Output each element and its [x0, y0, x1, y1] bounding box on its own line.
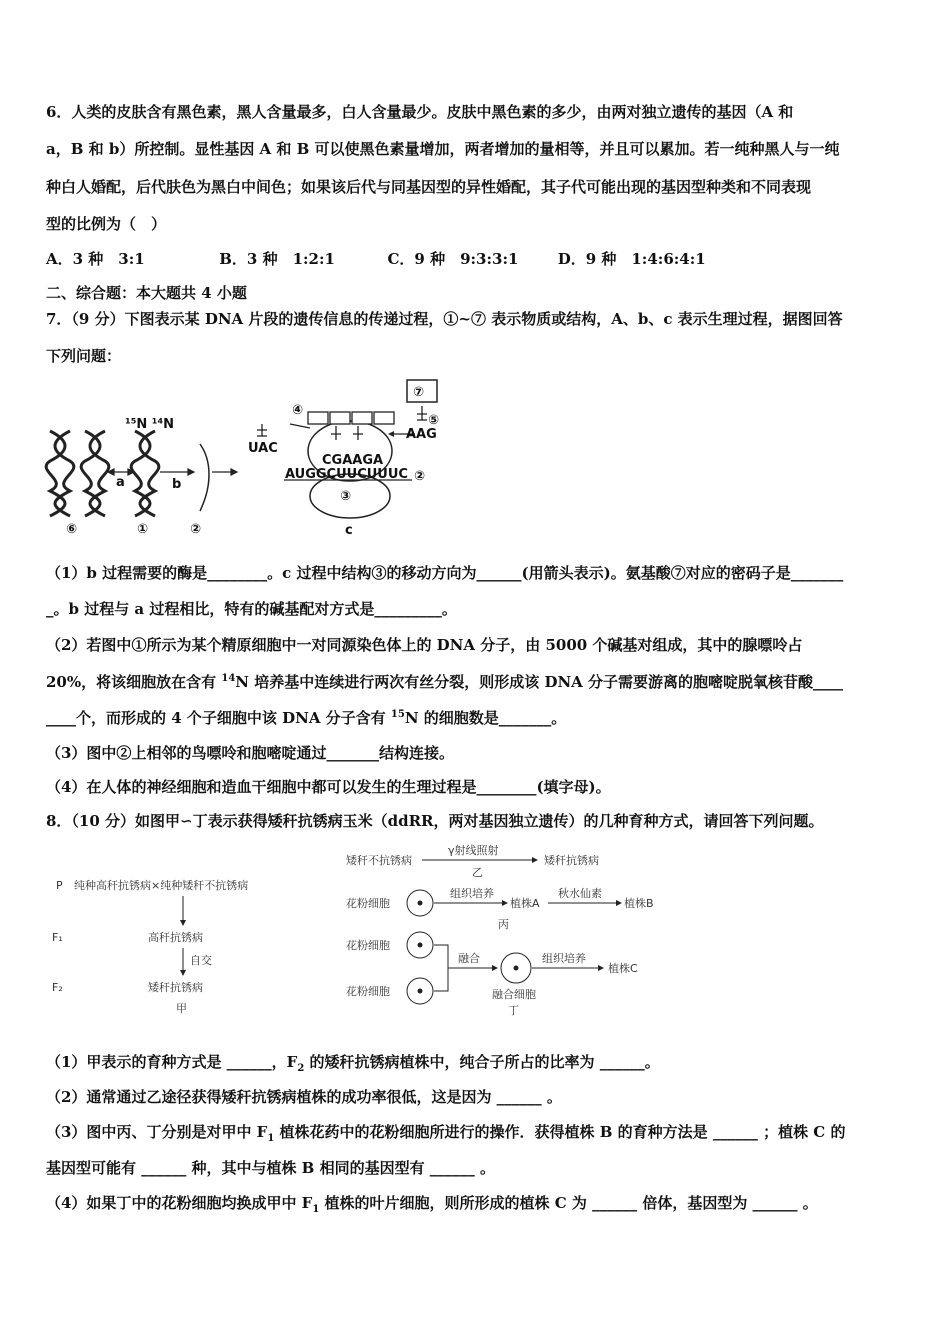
marker-3: ③: [340, 489, 352, 504]
q6-line-4: 型的比例为（ ）: [46, 215, 167, 233]
label-jia: 甲: [176, 1002, 187, 1015]
marker-1: ①: [137, 522, 149, 537]
q6-line-3: 种白人婚配，后代肤色为黑白中间色；如果该后代与同基因型的异性婚配，其子代可能出现的基因型种类和不同表现: [46, 178, 812, 196]
q7-part-2b-post: N 培养基中连续进行两次有丝分裂，则形成该 DNA 分子需要游离的胞嘧啶脱氧核苷酸____: [235, 673, 844, 691]
p-label: P: [56, 879, 63, 892]
q8-part-4-post: 植株的叶片细胞，则所形成的植株 C 为 ______ 倍体，基因型为 ______ 。: [319, 1194, 818, 1212]
q7-part-2c-sup: 15: [390, 709, 405, 720]
choice-b[interactable]: B．3 种 1:2:1: [219, 250, 335, 268]
q6-line-2: a，B 和 b）所控制。显性基因 A 和 B 可以使黑色素量增加，两者增加的量相等，并且可以累加。若一纯种黑人与一纯: [46, 140, 840, 158]
selfing-label: 自交: [190, 954, 212, 967]
anticodon-uac: UAC: [248, 441, 278, 456]
anticodon-cgaaga: CGAAGA: [322, 453, 384, 468]
choice-a[interactable]: A．3 种 3:1: [46, 250, 145, 268]
pollen-nucleus-3: [418, 989, 423, 994]
q8-part-3a: [46, 1122, 845, 1142]
plant-c: 植株C: [608, 962, 638, 975]
marker-6: ⑥: [66, 522, 78, 537]
arrow-f1-f2-head: [180, 970, 186, 976]
dna-helix-1: [131, 431, 159, 516]
choice-d[interactable]: D．9 种 1:4:6:4:1: [557, 250, 706, 268]
arrow-b: [160, 469, 194, 475]
q7-part-1b: _。b 过程与 a 过程相比，特有的碱基配对方式是_________。: [46, 600, 457, 618]
marker-2-right: ②: [414, 469, 426, 484]
f1-text: 高秆抗锈病: [148, 931, 203, 944]
plant-a: 植株A: [510, 897, 540, 910]
q7-part-2a: （2）若图中①所示为某个精原细胞中一对同源染色体上的 DNA 分子，由 5000 个碱基对组成，其中的腺嘌呤占: [46, 636, 803, 654]
q8-part-3a-sub: 1: [267, 1133, 275, 1144]
fused-nucleus: [514, 966, 519, 971]
q7-part-3: （3）图中②上相邻的鸟嘌呤和胞嘧啶通过_______结构连接。: [46, 744, 454, 762]
q6-line-1: 6．人类的皮肤含有黑色素，黑人含量最多，白人含量最少。皮肤中黑色素的多少，由两对独立遗传的基因（A 和: [46, 103, 794, 121]
dna-transfer-figure: [40, 376, 440, 541]
marker-2: ②: [190, 522, 202, 537]
pollen-2: 花粉细胞: [346, 939, 390, 952]
q8-part-1-sub: 2: [297, 1063, 305, 1074]
label-yi: 乙: [472, 866, 483, 879]
gamma-label: γ射线照射: [448, 844, 499, 857]
arrow-to-ribosome: [212, 469, 237, 475]
arrow-culture-2-head: [598, 965, 604, 971]
colchicine: 秋水仙素: [558, 887, 602, 900]
pollen-nucleus-2: [418, 943, 423, 948]
q8-part-3b: 基因型可能有 ______ 种，其中与植株 B 相同的基因型有 ______ 。: [46, 1159, 496, 1177]
fused-label: 融合细胞: [492, 988, 536, 1001]
q8-part-1-post: 的矮秆抗锈病植株中，纯合子所占的比率为 ______。: [304, 1053, 660, 1071]
yi-start: 矮秆不抗锈病: [346, 854, 412, 867]
q8-part-3a-post: 植株花药中的花粉细胞所进行的操作．获得植株 B 的育种方法是 ______ ；植株 C 的: [274, 1123, 846, 1141]
q6-choices: [46, 249, 706, 269]
arrow-p-f1-head: [180, 920, 186, 926]
marker-5: ⑤: [428, 413, 440, 428]
q7-part-2b: [46, 672, 843, 692]
q7-part-1a: （1）b 过程需要的酶是________。c 过程中结构③的移动方向为______(用箭头表示)。氨基酸⑦对应的密码子是_______: [46, 564, 844, 582]
q7-part-2c: [46, 708, 566, 728]
f2-text: 矮秆抗锈病: [148, 981, 203, 994]
mrna-strand: [200, 444, 209, 511]
breeding-figure: [48, 840, 688, 1020]
q7-part-2c-pre: ____个，而形成的 4 个子细胞中该 DNA 分子含有: [46, 709, 391, 727]
q7-part-4: （4）在人体的神经细胞和造血干细胞中都可以发生的生理过程是________(填字母)。: [46, 778, 611, 796]
yi-end: 矮秆抗锈病: [544, 854, 599, 867]
f2-label: F₂: [52, 981, 63, 994]
q8-part-1-pre: （1）甲表示的育种方式是 ______，F: [46, 1053, 298, 1071]
label-a: a: [116, 475, 125, 490]
pollen-1: 花粉细胞: [346, 897, 390, 910]
q8-part-4-pre: （4）如果丁中的花粉细胞均换成甲中 F: [46, 1194, 313, 1212]
label-ding: 丁: [508, 1004, 519, 1017]
arrow-yi-head: [532, 857, 538, 863]
q8-line-1: 8．（10 分）如图甲∽丁表示获得矮秆抗锈病玉米（ddRR，两对基因独立遗传）的几种育种方式，请回答下列问题。: [46, 812, 824, 830]
q7-line-1: 7．（9 分）下图表示某 DNA 片段的遗传信息的传递过程，①~⑦ 表示物质或结构，A、b、c 表示生理过程，据图回答: [46, 310, 843, 328]
q7-part-2b-sup: 14: [221, 673, 236, 684]
arrow-colch-head: [616, 900, 622, 906]
n15-n14-label: ¹⁵N ¹⁴N: [125, 417, 175, 432]
q8-part-4: [46, 1193, 818, 1213]
q7-part-2b-pre: 20%，将该细胞放在含有: [46, 673, 222, 691]
label-c: c: [345, 523, 353, 538]
q8-part-4-sub: 1: [312, 1204, 320, 1215]
arrow-culture-1-head: [502, 900, 508, 906]
p-cross: 纯种高秆抗锈病×纯种矮秆不抗锈病: [74, 879, 249, 892]
dna-helix-6: [46, 431, 109, 516]
anticodon-aag: AAG: [406, 427, 437, 442]
q8-part-2: （2）通常通过乙途径获得矮秆抗锈病植株的成功率很低，这是因为 ______ 。: [46, 1088, 562, 1106]
choice-c[interactable]: C．9 种 9:3:3:1: [387, 250, 519, 268]
peptide-chain: [308, 412, 394, 424]
q8-part-3a-pre: （3）图中丙、丁分别是对甲中 F: [46, 1123, 268, 1141]
q8-part-1: [46, 1052, 660, 1072]
fusion-label: 融合: [458, 952, 480, 965]
fusion-arrowhead: [492, 965, 498, 971]
f1-label: F₁: [52, 931, 63, 944]
trna-entry-arrowhead: [388, 431, 394, 437]
q7-part-2c-post: N 的细胞数是_______。: [404, 709, 567, 727]
marker-7: ⑦: [413, 385, 425, 400]
mrna-sequence: AUGGCUUCUUUC: [285, 467, 408, 482]
q7-line-2: 下列问题：: [46, 347, 122, 365]
pollen-3: 花粉细胞: [346, 985, 390, 998]
culture-2: 组织培养: [542, 952, 586, 965]
culture-1: 组织培养: [450, 887, 494, 900]
label-b: b: [172, 477, 182, 492]
plant-b: 植株B: [624, 897, 654, 910]
section-heading: 二、综合题：本大题共 4 小题: [46, 284, 247, 302]
trna-exit-arrow: [290, 424, 310, 428]
label-bing: 丙: [498, 918, 509, 931]
pollen-nucleus-1: [418, 901, 423, 906]
marker-4: ④: [292, 403, 304, 418]
